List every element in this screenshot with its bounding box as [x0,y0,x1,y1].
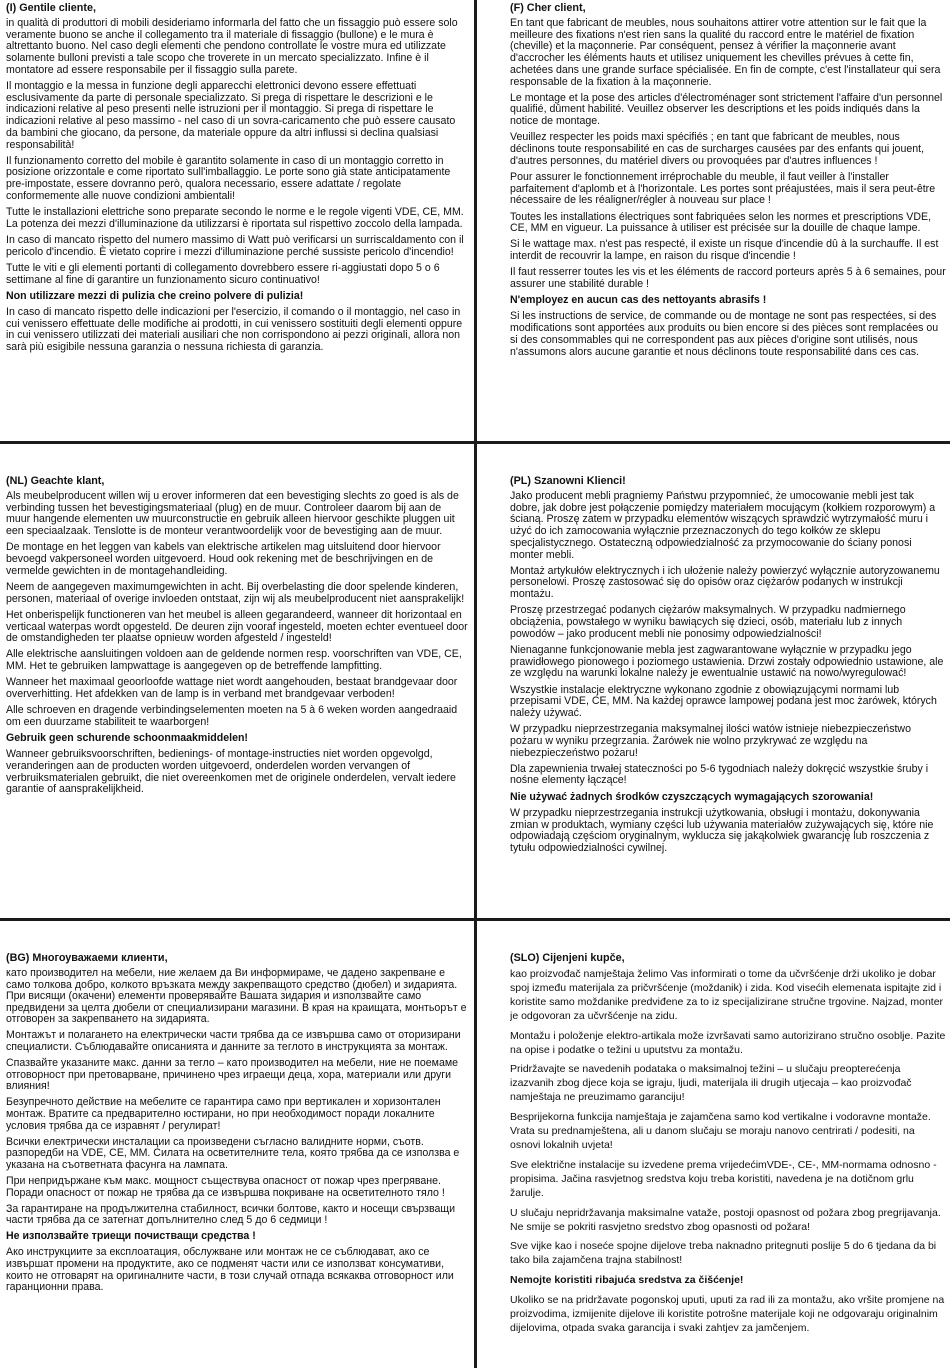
warranty-paragraph: Ukoliko se na pridržavate pogonskoj uputi, uputi za rad ili za montažu, ako vršite promjene na proizvodima, izmijenite dijelove ili koristite potrošne materijale koji ne odgovaraju originalnim dijelovima, otpada svaka garancija i svaki zahtjev za jamčenjem. [510,1294,945,1334]
section-slo [510,952,946,1366]
section-french [510,2,946,438]
paragraph: Tutte le installazioni elettriche sono preparate secondo le norme e le regole vigenti VDE, CE, MM. La potenza dei mezzi d'illuminazione da utilizzarsi è riportata sul rispettivo zoccolo della lampada. [6,206,464,230]
warranty-paragraph: In caso di mancato rispetto delle indicazioni per l'esercizio, il comando o il montaggio, nel caso in cui venissero effettuate delle modifiche ai prodotti, in cui venissero sostituiti degli elementi oppure in cui venissero utilizzati dei materiali ausiliari che non corrispondono ai pezzi originali, allora non sarà più esigibile nessuna garanzia o nessuna richiesta di garanzia. [6,305,463,354]
paragraph: Pridržavajte se navedenih podataka o maksimalnoj težini – u slučaju preopterećenja izazvanih zbog djece koja se igraju, ljudi, materijala ili drugih utjecaja – kao proizvođač namještaja ne preuzimamo garanciju! [510,1063,912,1104]
paragraph: Всички електрически инсталации са произведени съгласно валидните норми, съотв. разпоредби на VDE, CE, MM. Силата на осветителните тела, която трябва да се използва е указана на съответната фасунга на лампата. [6,1135,460,1171]
paragraph: In caso di mancato rispetto del numero massimo di Watt può verificarsi un surriscaldamento con il pericolo d'incendio. È vietato coprire i mezzi d'illuminazione perché sussiste pericolo d'incendio! [6,233,464,258]
paragraph: Wszystkie instalacje elektryczne wykonano zgodnie z obowiązującymi normami lub przepisami VDE, CE, MM. Na każdej oprawce lampowej podana jest moc żarówek, których należy używać. [510,683,937,719]
paragraph: За гарантиране на продължителна стабилност, всички болтове, както и носещи свързващи части трябва да се затегнат допълнително след 5 до 6 седмици ! [6,1202,456,1227]
paragraph: Proszę przestrzegać podanych ciężarów maksymalnych. W przypadku nadmiernego obciążenia, powstałego w wyniku bawiących się dzieci, osób, materiału lub z innych powodów – jako producent mebli nie ponosimy odpowiedzialności! [510,604,906,640]
paragraph: Jako producent mebli pragniemy Państwu przypomnieć, że umocowanie mebli jest tak dobre, jak dobre jest połączenie pomiędzy materiałem mocującym (kołkiem rozporowym) a ścianą. Proszę zatem w przypadku elementów wiszących sprawdzić wytrzymałość muru i użyć do ich zamocowania wyłącznie przeznaczonych do tego kołków ze sklepu specjalistycznego. Ostateczną odpowiedzialność za przymocowanie do ściany ponosi monter mebli. [510,490,936,561]
paragraph: in qualità di produttori di mobili desideriamo informarla del fatto che un fissaggio può essere solo veramente buono se anche il collegamento tra il materiale di fissaggio (bullone) e le mura è altrettanto buono. Nel caso degli elementi che pendono controllate le vostre mura ed utilizzate solamente bulloni previsti a tale scopo che troverete in un mercato specializzato. Infine è il montatore ad essere responsabile per il fissaggio sulla parete. [6,17,458,76]
cleaning-warning: Non utilizzare mezzi di pulizia che creino polvere di pulizia! [6,289,304,302]
cleaning-warning: Nemojte koristiti ribajuća sredstva za čišćenje! [510,1274,744,1287]
paragraph: като производител на мебели, ние желаем да Ви информираме, че дадено закрепване е само толкова добро, колкото връзката между закрепващото средство (дюбел) и зидарията. При висящи (окачени) елементи проверявайте Вашата зидария и използвайте само предвидени за целта дюбели от специализирани магазини. В края на краищата, монтьорът е отговорен за закрепването на зидарията. [6,967,467,1026]
paragraph: Le montage et la pose des articles d'électroménager sont strictement l'affaire d'un personnel qualifié, dûment habilité. Veuillez observer les descriptions et les poids indiqués dans la notice de montage. [510,91,943,128]
paragraph: При непридържане към макс. мощност съществува опасност от пожар чрез прегряване. Поради опасност от пожар не трябва да се извършва покриване на осветителното тяло ! [6,1175,445,1199]
warranty-paragraph: Si les instructions de service, de commande ou de montage ne sont pas respectées, si des modifications sont apportées aux produits ou bien encore si des pièces sont remplacées ou si des consommables qui ne correspondent pas aux pièces d'origine sont utilisés, nous n'assumons alors aucune garantie et nous déclinons toute responsabilité dans ces cas. [510,310,939,358]
paragraph: Si le wattage max. n'est pas respecté, il existe un risque d'incendie dû à la surchauffe. Il est interdit de recouvrir la lampe, en raison du risque d'incendie ! [510,238,939,263]
cleaning-warning: N'employez en aucun cas des nettoyants abrasifs ! [510,294,767,307]
paragraph: Alle elektrische aansluitingen voldoen aan de geldende normen resp. voorschriften van VDE, CE, MM. Het te gebruiken lampwattage is aangegeven op de betreffende lampfitting. [6,648,462,673]
section-heading: (SLO) Cijenjeni kupče, [510,952,625,964]
paragraph: Безупречното действие на мебелите се гарантира само при вертикален и хоризонтален монтаж. Вратите са предварително юстирани, но при необходимост поради локалните условия трябва да се изравнят / регулират! [6,1096,441,1132]
paragraph: Tutte le viti e gli elementi portanti di collegamento dovrebbero essere ri-aggiustati dopo 5 o 6 settimane al fine di garantire un funzionamento sicuro continuativo! [6,261,440,286]
vertical-divider [474,0,477,1368]
section-heading: (BG) Многоуважаеми клиенти, [6,952,168,964]
paragraph: Besprijekorna funkcija namještaja je zajamčena samo kod vertikalne i vodoravne montaže. Vrata su prednamještena, ali u danom slučaju se moraju nanovo centrirati / podesiti, na osnovi lokalnih uvjeta! [510,1111,931,1151]
section-heading: (I) Gentile cliente, [6,2,96,14]
paragraph: Sve električne instalacije su izvedene prema vrijedećimVDE-, CE-, MM-normama odnosno -propisima. Jačina rasvjetnog sredstva koju treba koristiti, navedena je na dotičnom grlu žarulje. [510,1158,937,1199]
paragraph: Спазвайте указаните макс. данни за тегло – като производител на мебели, ние не поемаме отговорност при претоварване, причинено чрез играещи деца, хора, материали или други влияния! [6,1057,459,1093]
paragraph: Wanneer het maximaal geoorloofde wattage niet wordt aangehouden, bestaat brandgevaar door oververhitting. Het afdekken van de lamp is in verband met brandgevaar verboden! [6,676,458,701]
section-polish [510,475,946,915]
paragraph: Neem de aangegeven maximumgewichten in acht. Bij overbelasting die door spelende kinderen, personen, materiaal of overige invloeden ontstaat, zijn wij als meubelproducent niet aansprakelijk! [6,580,465,605]
paragraph: Il montaggio e la messa in funzione degli apparecchi elettronici devono essere effettuati esclusivamente da parte di personale specializzato. Si prega di rispettare le descrizioni e le indicazioni relative al peso presenti nelle istruzioni per il montaggio. Si prega di rispettare le indicazioni relative al peso massimo - nel caso di un sovra-caricamento che può essere causato da bambini che giocano, da persone, da materiale oppure da altri influssi si declina qualsiasi responsabilità! [6,80,456,151]
horizontal-divider-bottom [0,918,950,921]
paragraph: Монтажът и полагането на електрически части трябва да се извършва само от оторизирани специалисти. Съблюдавайте описанията и данните за теглото в инструкцията за монтаж. [6,1029,461,1054]
paragraph: U slučaju nepridržavanja maksimalne vataže, postoji opasnost od požara zbog pregrijavanja. Ne smije se pokriti rasvjetno sredstvo zbog opasnosti od požara! [510,1206,941,1233]
paragraph: Montažu i položenje elektro-artikala može izvršavati samo autorizirano stručno osoblje. Pazite na opise i podatke o težini u uputstvu za montažu. [510,1029,946,1056]
paragraph: Veuillez respecter les poids maxi spécifiés ; en tant que fabricant de meubles, nous déclinons toute responsabilité en cas de surcharges causées par des enfants qui jouent, d'autres personnes, du matériel divers ou provoquées par d'autres influences ! [510,131,925,167]
paragraph: Dla zapewnienia trwałej stateczności po 5-6 tygodniach należy dokręcić wszystkie śruby i nośne elementy łączące! [510,762,929,787]
paragraph: Sve vijke kao i noseće spojne dijelove treba naknadno pritegnuti poslije 5 do 6 tjedana da bi tako bila zajamčena trajna stabilnost! [510,1240,937,1267]
cleaning-warning: Gebruik geen schurende schoonmaakmiddelen! [6,732,248,745]
paragraph: De montage en het leggen van kabels van elektrische artikelen mag uitsluitend door hiervoor bevoegd vakpersoneel worden uitgevoerd. Houd ook rekening met de beschrijvingen en de vermelde gewichten in de montagehandleiding. [6,541,441,577]
paragraph: Montaż artykułów elektrycznych i ich ułożenie należy powierzyć wyłącznie autoryzowanemu personelowi. Proszę zastosować się do opisów oraz ciężarów podanych w instrukcji montażu. [510,564,940,601]
paragraph: W przypadku nieprzestrzegania maksymalnej ilości watów istnieje niebezpieczeństwo pożaru w wyniku przegrzania. Żarówek nie wolno przykrywać ze względu na niebezpieczeństwo pożaru! [510,723,911,759]
section-dutch [6,475,468,915]
section-italian [6,2,468,438]
paragraph: En tant que fabricant de meubles, nous souhaitons attirer votre attention sur le fait que la meilleure des fixations n'est rien sans la qualité du raccord entre le matériel de fixation (cheville) et la maçonnerie. Par conséquent, pensez à vérifier la maçonnerie avant d'accrocher les éléments hauts et utilisez uniquement les chevilles prévues à cette fin, achetées dans une grande surface spécialisée. En fin de compte, c'est l'installateur qui sera responsable de la fixation à la maçonnerie. [510,17,941,88]
paragraph: Nienaganne funkcjonowanie mebla jest zagwarantowane wyłącznie w przypadku jego prawidłowego pionowego i poziomego ustawienia. Drzwi zostały odpowiednio ustawione, ale ze względu na warunki lokalne należy je ewentualnie ustawić na nowo/wyregulować! [510,643,944,680]
paragraph: Als meubelproducent willen wij u erover informeren dat een bevestiging slechts zo goed is als de verbinding tussen het bevestigingsmateriaal (plug) en de muur. Controleer daarom bij aan de muur hangende elementen uw muurconstructie en gebruik alleen hiervoor geschikte pluggen uit een speciaalzaak. Tenslotte is de monteur verantwoordelijk voor de bevestiging aan de muur. [6,490,459,538]
paragraph: Il faut resserrer toutes les vis et les éléments de raccord porteurs après 5 à 6 semaines, pour assurer une stabilité durable ! [510,266,946,291]
section-bulgarian [6,952,468,1366]
paragraph: Toutes les installations électriques sont fabriquées selon les normes et prescriptions VDE, CE, MM en vigueur. La puissance à utiliser est précisée sur la douille de chaque lampe. [510,210,932,235]
paragraph: Het onberispelijk functioneren van het meubel is alleen gegarandeerd, wanneer dit horizontaal en verticaal waterpas wordt opgesteld. De deuren zijn vooraf ingesteld, moeten echter eventueel door de omstandigheden ter plaatse opnieuw worden afgesteld / ingesteld! [6,608,468,645]
paragraph: Il funzionamento corretto del mobile è garantito solamente in caso di un montaggio corretto in posizione orizzontale e come riportato sull'imballaggio. Le porte sono già state anticipatamente pre-impostate, essere dovranno però, qualora necessario, essere adattate / regolate conformemente alle nuove condizioni ambientali! [6,154,451,202]
paragraph: Pour assurer le fonctionnement irréprochable du meuble, il faut veiller à l'installer parfaitement d'aplomb et à l'horizontale. Les portes sont préajustées, mais il sera peut-être nécessaire de les réaligner/régler à nouveau sur place ! [510,170,936,207]
cleaning-warning: Nie używać żadnych środków czyszczących wymagających szorowania! [510,790,874,803]
horizontal-divider-top [0,441,950,444]
section-heading: (PL) Szanowni Klienci! [510,475,626,487]
section-heading: (F) Cher client, [510,2,586,14]
paragraph: Alle schroeven en dragende verbindingselementen moeten na 5 à 6 weken worden aangedraaid om een duurzame stabiliteit te waarborgen! [6,704,458,728]
warranty-paragraph: Wanneer gebruiksvoorschriften, bedienings- of montage-instructies niet worden opgevolgd, veranderingen aan de producten worden uitgevoerd, onderdelen worden vervangen of verbruiksmaterialen gebruikt, die niet overeenkomen met de originele onderdelen, vervalt iedere garantie of aansprakelijkheid. [6,748,456,796]
section-heading: (NL) Geachte klant, [6,475,105,487]
cleaning-warning: Не използвайте триещи почистващи средства ! [6,1230,256,1243]
paragraph: kao proizvođač namještaja želimo Vas informirati o tome da učvršćenje drži ukoliko je dobar spoj između materijala za pričvršćenje (moždanik) i zida. Kod visećih elemenata ispitajte zid i koristite samo moždanike predviđene za to iz specijalizirane stručne trgovine. Najzad, monter je odgovoran za učvršćenje na zidu. [510,968,944,1022]
warranty-paragraph: Ако инструкциите за експлоатация, обслужване или монтаж не се съблюдават, ако се извършат промени на продуктите, ако се подменят части или се използват консумативи, които не отговарят на оригиналните части, в този случай отпада всякаква отговорност или гаранционни права. [6,1246,454,1294]
warranty-paragraph: W przypadku nieprzestrzegania instrukcji użytkowania, obsługi i montażu, dokonywania zmian w produktach, wymiany części lub używania materiałów zużywających się, które nie odpowiadają częściom oryginalnym, wyklucza się jakąkolwiek gwarancję lub roszczenia z tytułu odpowiedzialności cywilnej. [510,806,934,854]
